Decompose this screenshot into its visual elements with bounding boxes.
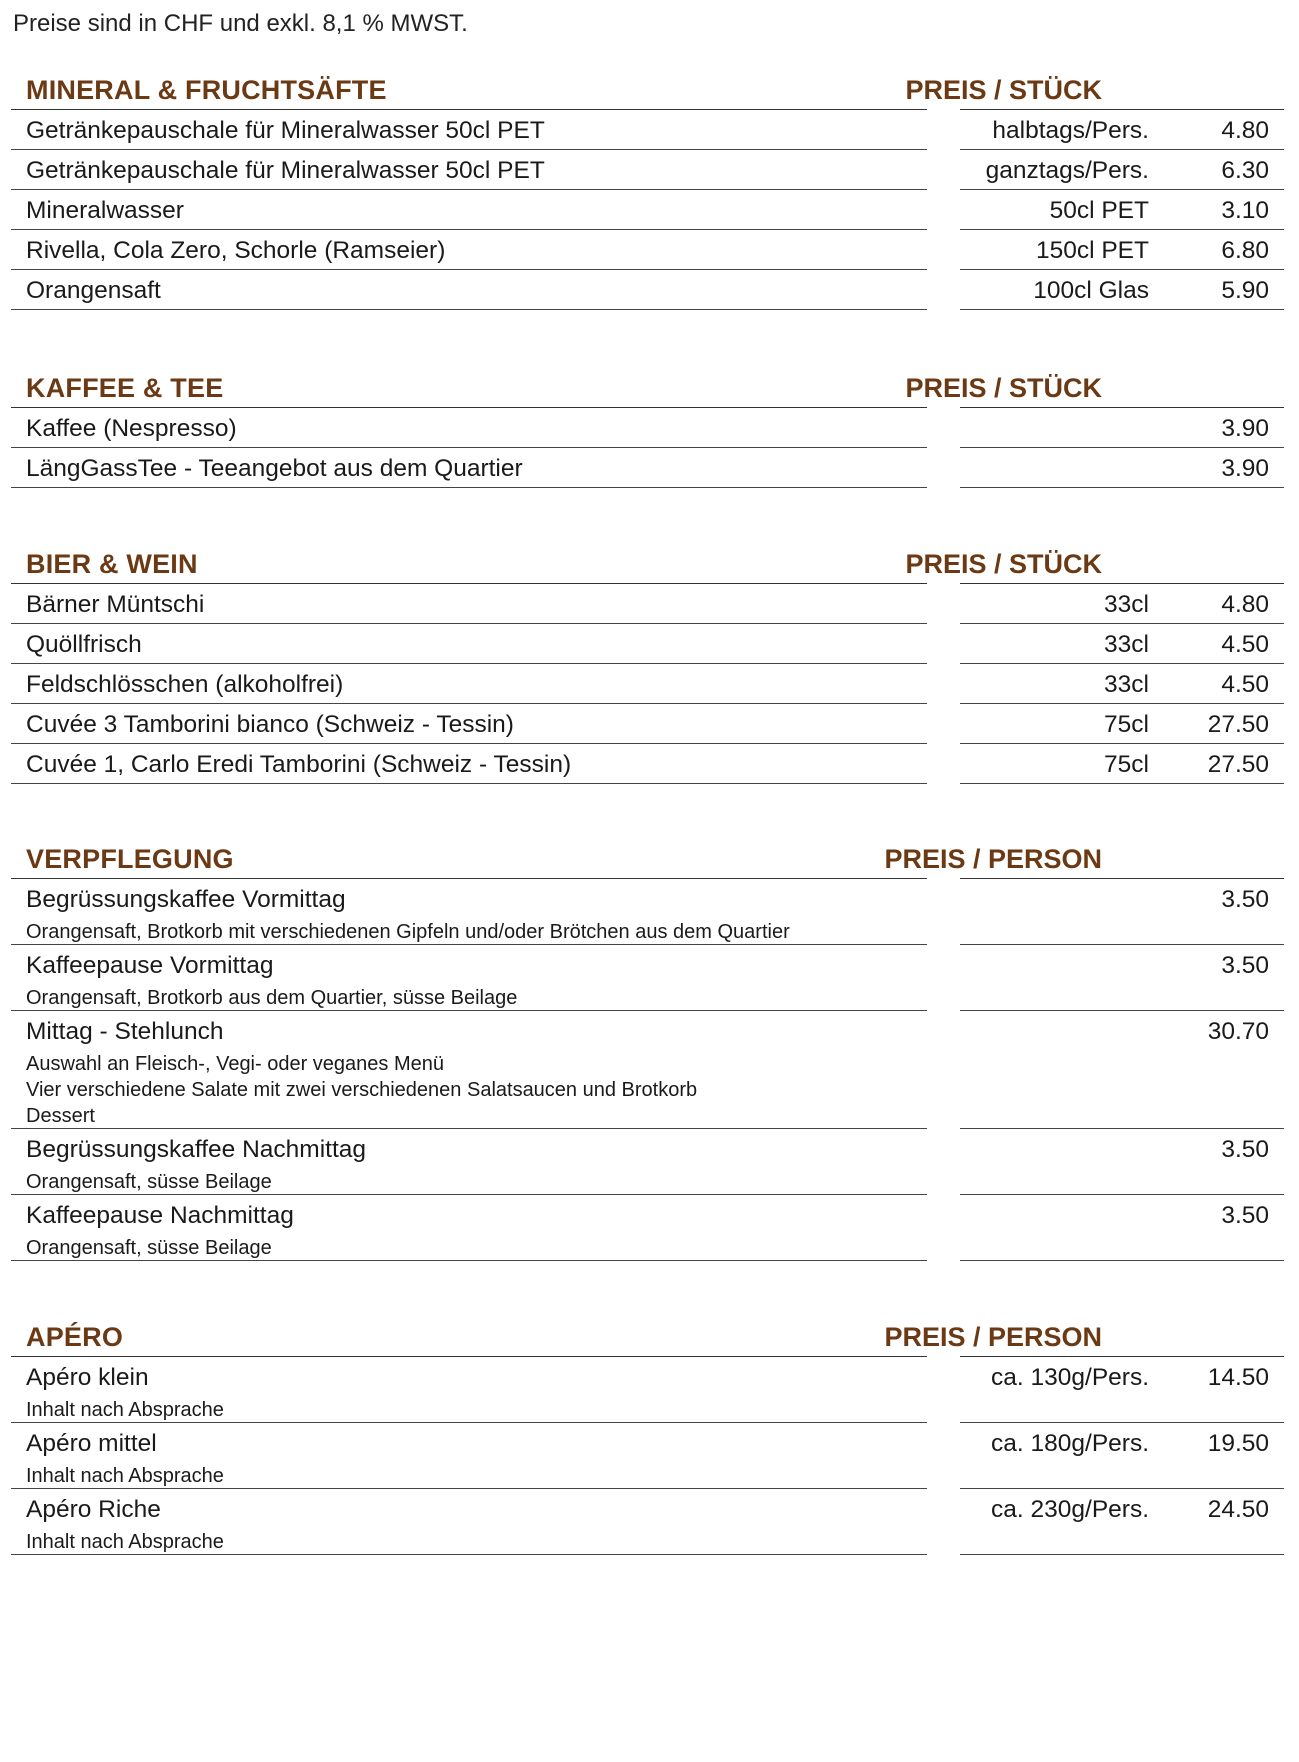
table-row [0,945,1299,1011]
item-name: Mittag - Stehlunch [26,1018,224,1045]
item-description: Inhalt nach Absprache [26,1465,224,1487]
item-name: Cuvée 1, Carlo Eredi Tamborini (Schweiz - Tessin) [26,751,572,778]
section-title: KAFFEE & TEE [26,373,224,403]
item-description: Auswahl an Fleisch-, Vegi- oder veganes Menü [26,1053,445,1075]
row-rule-price [1163,309,1284,310]
table-row [0,448,1299,488]
table-row [0,1195,1299,1261]
table-row [0,624,1299,664]
item-price: 3.50 [1221,1202,1269,1229]
item-name: Kaffeepause Nachmittag [26,1202,294,1229]
item-name: Bärner Müntschi [26,591,205,618]
item-price: 5.90 [1221,277,1269,304]
item-unit: ganztags/Pers. [985,157,1149,184]
item-name: Getränkepauschale für Mineralwasser 50cl PET [26,117,545,144]
item-unit: halbtags/Pers. [992,117,1149,144]
table-row [0,270,1299,310]
table-row [0,230,1299,270]
item-name: Kaffeepause Vormittag [26,952,274,979]
section-header [0,55,1299,110]
item-price: 6.80 [1221,237,1269,264]
table-row [0,664,1299,704]
item-price: 3.90 [1221,415,1269,442]
row-rule-unit [960,1554,1163,1555]
item-name: Begrüssungskaffee Nachmittag [26,1136,367,1163]
table-row [0,704,1299,744]
row-rule-price [1163,487,1284,488]
item-name: Quöllfrisch [26,631,142,658]
item-name: Apéro Riche [26,1496,161,1523]
item-price: 3.50 [1221,1136,1269,1163]
table-row [0,879,1299,945]
item-unit: ca. 230g/Pers. [991,1496,1149,1523]
section-4 [0,1302,1299,1555]
row-rule-unit [960,783,1163,784]
item-unit: 33cl [1104,631,1149,658]
item-description: Inhalt nach Absprache [26,1531,224,1553]
item-price: 3.50 [1221,886,1269,913]
item-price: 30.70 [1207,1018,1269,1045]
table-row [0,190,1299,230]
item-unit: 33cl [1104,591,1149,618]
row-rule-price [1163,1260,1284,1261]
item-name: Apéro mittel [26,1430,157,1457]
row-rule-unit [960,1260,1163,1261]
section-1 [0,353,1299,488]
section-header [0,529,1299,584]
item-price: 6.30 [1221,157,1269,184]
table-row [0,150,1299,190]
item-price: 3.10 [1221,197,1269,224]
section-header [0,1302,1299,1357]
item-name: Kaffee (Nespresso) [26,415,237,442]
item-name: Orangensaft [26,277,161,304]
item-price: 4.50 [1221,631,1269,658]
item-unit: 75cl [1104,711,1149,738]
row-rule-left [11,1554,927,1555]
row-rule-unit [960,487,1163,488]
table-row [0,1129,1299,1195]
section-3 [0,824,1299,1261]
price-column-header: PREIS / STÜCK [905,75,1102,105]
item-price: 24.50 [1207,1496,1269,1523]
item-unit: 75cl [1104,751,1149,778]
item-price: 4.80 [1221,591,1269,618]
item-description: Vier verschiedene Salate mit zwei verschiedenen Salatsaucen und Brotkorb [26,1079,698,1101]
table-row [0,744,1299,784]
item-price: 27.50 [1207,711,1269,738]
item-unit: 150cl PET [1035,237,1149,264]
item-price: 4.50 [1221,671,1269,698]
table-row [0,584,1299,624]
section-header [0,824,1299,879]
price-column-header: PREIS / PERSON [884,844,1102,874]
item-price: 14.50 [1207,1364,1269,1391]
item-unit: 100cl Glas [1033,277,1149,304]
item-name: Apéro klein [26,1364,149,1391]
row-rule-price [1163,1554,1284,1555]
price-column-header: PREIS / STÜCK [905,373,1102,403]
item-unit: ca. 130g/Pers. [991,1364,1149,1391]
table-row [0,1489,1299,1555]
item-name: Mineralwasser [26,197,184,224]
price-column-header: PREIS / STÜCK [905,549,1102,579]
vat-note: Preise sind in CHF und exkl. 8,1 % MWST. [13,10,468,37]
row-rule-left [11,783,927,784]
item-price: 3.50 [1221,952,1269,979]
item-name: Feldschlösschen (alkoholfrei) [26,671,344,698]
item-description: Dessert [26,1105,95,1127]
item-name: Cuvée 3 Tamborini bianco (Schweiz - Tessin) [26,711,514,738]
item-price: 19.50 [1207,1430,1269,1457]
table-row [0,1357,1299,1423]
section-title: MINERAL & FRUCHTSÄFTE [26,75,387,105]
item-description: Orangensaft, süsse Beilage [26,1171,272,1193]
section-2 [0,529,1299,784]
item-price: 4.80 [1221,117,1269,144]
item-unit: 33cl [1104,671,1149,698]
section-title: VERPFLEGUNG [26,844,234,874]
item-name: Begrüssungskaffee Vormittag [26,886,346,913]
table-row [0,408,1299,448]
item-description: Inhalt nach Absprache [26,1399,224,1421]
item-name: Rivella, Cola Zero, Schorle (Ramseier) [26,237,446,264]
price-column-header: PREIS / PERSON [884,1322,1102,1352]
table-row [0,1011,1299,1129]
row-rule-left [11,1260,927,1261]
item-description: Orangensaft, süsse Beilage [26,1237,272,1259]
row-rule-left [11,309,927,310]
section-title: APÉRO [26,1322,124,1352]
item-name: LängGassTee - Teeangebot aus dem Quartier [26,455,523,482]
section-header [0,353,1299,408]
item-description: Orangensaft, Brotkorb aus dem Quartier, süsse Beilage [26,987,518,1009]
section-title: BIER & WEIN [26,549,198,579]
row-rule-price [1163,783,1284,784]
table-row [0,1423,1299,1489]
item-price: 27.50 [1207,751,1269,778]
item-unit: ca. 180g/Pers. [991,1430,1149,1457]
item-price: 3.90 [1221,455,1269,482]
item-unit: 50cl PET [1049,197,1149,224]
item-name: Getränkepauschale für Mineralwasser 50cl PET [26,157,545,184]
item-description: Orangensaft, Brotkorb mit verschiedenen Gipfeln und/oder Brötchen aus dem Quartier [26,921,790,943]
row-rule-unit [960,309,1163,310]
section-0 [0,55,1299,310]
row-rule-left [11,487,927,488]
table-row [0,110,1299,150]
